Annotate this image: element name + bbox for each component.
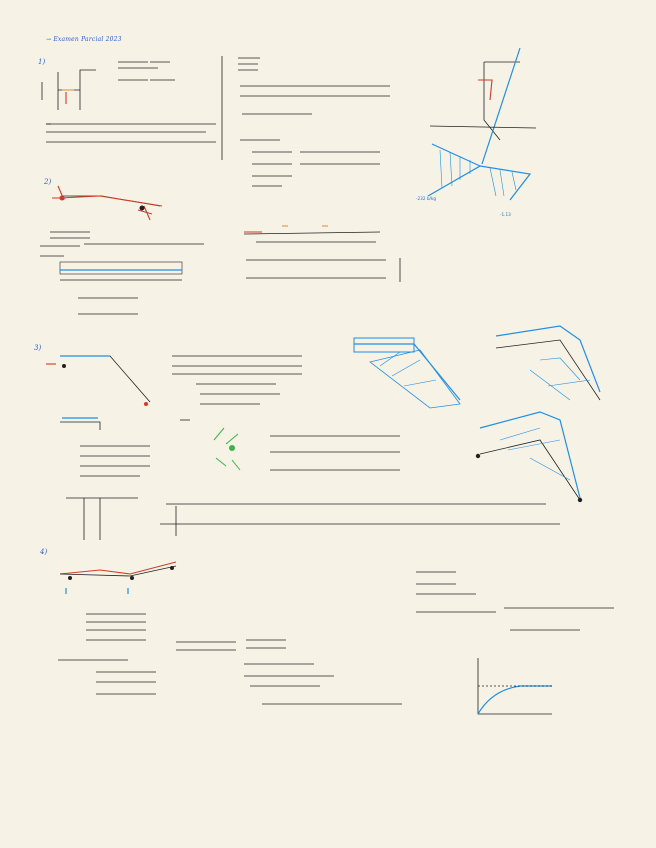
growth-curve-plot [478, 658, 552, 714]
svg-text:-232 b/kg: -232 b/kg [416, 196, 436, 201]
problem-1-sketch [42, 58, 216, 142]
problem-4-sketch [58, 562, 176, 694]
problem-2-sketch [40, 186, 204, 314]
stress-block-diagram [416, 48, 536, 217]
section-label-3: 3) [34, 344, 42, 352]
section-label-4: 4) [40, 548, 48, 556]
page-title: → Examen Parcial 2023 [46, 36, 122, 43]
problem-3-frames [354, 326, 600, 502]
problem-3-formulas [160, 356, 560, 536]
section-label-1: 1) [38, 58, 46, 66]
section-label-2: 2) [44, 178, 52, 186]
problem-1-formulas [238, 58, 390, 186]
problem-2-beam [244, 226, 400, 282]
problem-4-formulas [176, 572, 614, 704]
problem-3-sketch [46, 356, 150, 540]
svg-text:-1.13: -1.13 [500, 212, 511, 217]
